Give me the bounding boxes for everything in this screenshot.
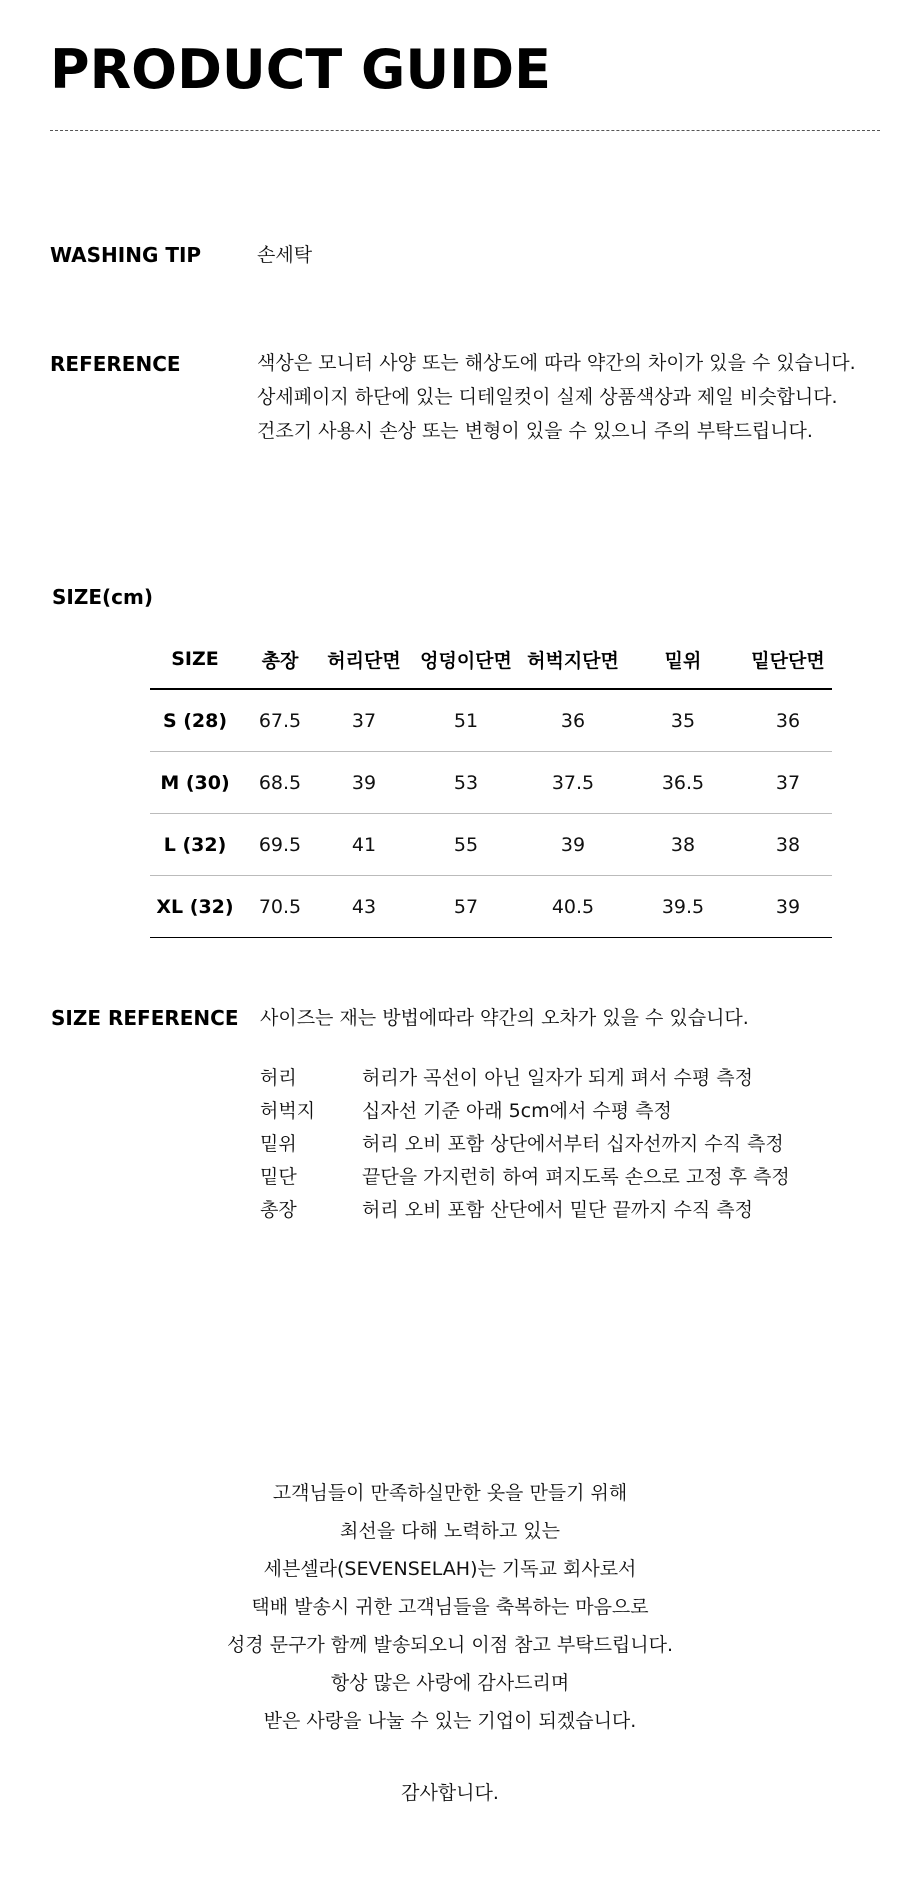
measure-desc: 십자선 기준 아래 5cm에서 수평 측정 — [362, 1100, 672, 1122]
table-cell: 38 — [744, 814, 832, 876]
measure-term: 총장 — [260, 1199, 297, 1221]
closing-line: 고객님들이 만족하실만한 옷을 만들기 위해 — [272, 1482, 628, 1504]
header-thigh: 허벅지단면 — [524, 630, 622, 689]
table-cell: 55 — [408, 814, 524, 876]
reference-label: REFERENCE — [50, 352, 181, 376]
header-hip: 엉덩이단면 — [408, 630, 524, 689]
closing-thanks — [0, 1774, 900, 1812]
table-cell: 43 — [320, 876, 408, 938]
measure-desc: 허리가 곡선이 아닌 일자가 되게 펴서 수평 측정 — [362, 1067, 754, 1089]
measure-term: 허벅지 — [260, 1100, 316, 1122]
measure-item — [260, 1062, 753, 1095]
size-label: SIZE(cm) — [52, 585, 153, 609]
table-cell: 37.5 — [524, 752, 622, 814]
washing-tip-label: WASHING TIP — [50, 243, 202, 267]
table-cell: 37 — [744, 752, 832, 814]
table-row — [150, 876, 832, 938]
reference-line: 건조기 사용시 손상 또는 변형이 있을 수 있으니 주의 부탁드립니다. — [257, 420, 813, 442]
measure-term: 밑위 — [260, 1133, 297, 1155]
closing-line: 세븐셀라(SEVENSELAH)는 기독교 회사로서 — [263, 1558, 637, 1580]
measure-desc: 허리 오비 포함 산단에서 밑단 끝까지 수직 측정 — [362, 1199, 754, 1221]
size-table — [150, 630, 832, 938]
table-cell: 68.5 — [240, 752, 320, 814]
header-rise: 밑위 — [622, 630, 744, 689]
reference-line: 색상은 모니터 사양 또는 해상도에 따라 약간의 차이가 있을 수 있습니다. — [257, 352, 856, 374]
table-cell: 36 — [744, 689, 832, 752]
header-waist: 허리단면 — [320, 630, 408, 689]
size-cell: XL (32) — [150, 876, 240, 938]
table-cell: 67.5 — [240, 689, 320, 752]
table-cell: 39.5 — [622, 876, 744, 938]
closing-line: 항상 많은 사랑에 감사드리며 — [330, 1672, 570, 1694]
measure-item — [260, 1194, 753, 1227]
table-cell: 39 — [320, 752, 408, 814]
table-cell: 51 — [408, 689, 524, 752]
washing-tip-value: 손세탁 — [257, 244, 313, 266]
table-cell: 70.5 — [240, 876, 320, 938]
table-cell: 36 — [524, 689, 622, 752]
measure-item — [260, 1095, 672, 1128]
table-cell: 39 — [524, 814, 622, 876]
page-title: PRODUCT GUIDE — [50, 38, 551, 101]
header-total-length: 총장 — [240, 630, 320, 689]
measure-desc: 허리 오비 포함 상단에서부터 십자선까지 수직 측정 — [362, 1133, 784, 1155]
closing-line: 최선을 다해 노력하고 있는 — [339, 1520, 560, 1542]
table-row — [150, 814, 832, 876]
table-cell: 57 — [408, 876, 524, 938]
measure-term: 밑단 — [260, 1166, 297, 1188]
header-size: SIZE — [150, 630, 240, 689]
measure-item — [260, 1128, 784, 1161]
closing-line: 택배 발송시 귀한 고객님들을 축복하는 마음으로 — [251, 1596, 649, 1618]
table-row — [150, 689, 832, 752]
measure-desc: 끝단을 가지런히 하여 펴지도록 손으로 고정 후 측정 — [362, 1166, 790, 1188]
table-row — [150, 752, 832, 814]
measure-item — [260, 1161, 790, 1194]
table-cell: 69.5 — [240, 814, 320, 876]
closing-line: 받은 사랑을 나눌 수 있는 기업이 되겠습니다. — [263, 1710, 637, 1732]
reference-text — [257, 346, 856, 448]
table-cell: 38 — [622, 814, 744, 876]
header-hem: 밑단단면 — [744, 630, 832, 689]
size-table-header-row — [150, 630, 832, 689]
table-cell: 53 — [408, 752, 524, 814]
measure-term: 허리 — [260, 1067, 297, 1089]
dashed-divider — [50, 130, 880, 131]
size-reference-label: SIZE REFERENCE — [51, 1006, 239, 1030]
reference-line: 상세페이지 하단에 있는 디테일컷이 실제 상품색상과 제일 비슷합니다. — [257, 386, 838, 408]
size-cell: S (28) — [150, 689, 240, 752]
table-cell: 36.5 — [622, 752, 744, 814]
closing-line: 성경 문구가 함께 발송되오니 이점 참고 부탁드립니다. — [226, 1634, 674, 1656]
size-cell: M (30) — [150, 752, 240, 814]
thanks-line: 감사합니다. — [401, 1782, 499, 1804]
table-cell: 37 — [320, 689, 408, 752]
size-reference-intro: 사이즈는 재는 방법에따라 약간의 오차가 있을 수 있습니다. — [260, 1007, 749, 1029]
table-cell: 39 — [744, 876, 832, 938]
table-cell: 41 — [320, 814, 408, 876]
size-cell: L (32) — [150, 814, 240, 876]
table-cell: 35 — [622, 689, 744, 752]
table-cell: 40.5 — [524, 876, 622, 938]
closing-message — [0, 1474, 900, 1740]
